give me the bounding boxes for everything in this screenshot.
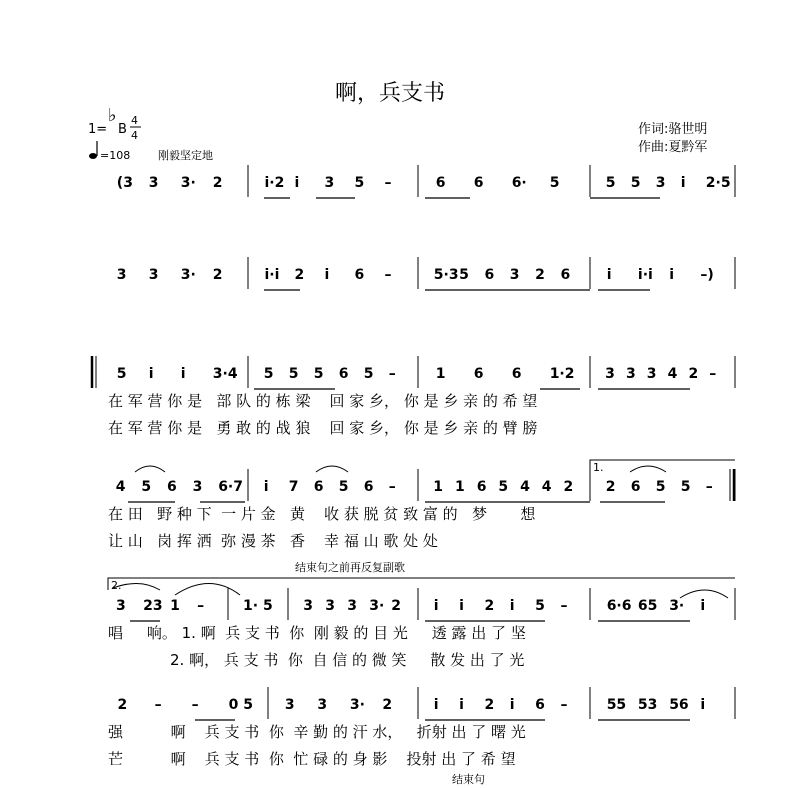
composer-credit: 作曲:夏黔军 — [638, 140, 708, 155]
note: 6 — [511, 366, 522, 382]
note: – — [705, 479, 713, 495]
note: 5 — [549, 175, 560, 191]
note: 1 — [170, 598, 180, 614]
slur — [135, 466, 165, 472]
note: 5 — [354, 175, 365, 191]
note: 53 — [637, 697, 658, 713]
note: 2 — [117, 697, 128, 713]
note: 3·4 — [212, 366, 238, 382]
slur — [316, 466, 348, 472]
note: 5 — [288, 366, 299, 382]
note: 6 — [473, 366, 484, 382]
note: 2 — [484, 598, 495, 614]
volta-number: 2. — [111, 579, 122, 592]
rehearsal-annotation: 结束句之前再反复副歌 — [295, 561, 405, 574]
note: 5 — [605, 175, 616, 191]
note: i — [294, 175, 300, 191]
note: i·i — [264, 267, 280, 283]
note: 3 — [303, 598, 314, 614]
note: 6·7 — [218, 479, 244, 495]
lyric-line: 唱 响。 1. 啊 兵 支 书 你 刚 毅 的 目 光 透 露 出 了 坚 — [108, 624, 526, 642]
quarter-note-icon — [89, 141, 97, 159]
note: – — [388, 479, 396, 495]
note: i — [459, 598, 464, 614]
note: 3 — [192, 479, 203, 495]
note: 5 — [116, 366, 127, 382]
note: 2 — [212, 267, 223, 283]
note: 23 — [143, 598, 163, 614]
song-title: 啊，兵支书 — [335, 81, 446, 106]
slur — [630, 466, 666, 472]
note: – — [388, 366, 396, 382]
note: 3· — [349, 697, 365, 713]
note: 3 — [116, 598, 126, 614]
note: 4 — [115, 479, 126, 495]
note: 5 — [338, 479, 349, 495]
note: 5 — [263, 598, 273, 614]
note: 6 — [338, 366, 349, 382]
tempo-marking: =108 — [100, 149, 131, 162]
note: 6 — [484, 267, 495, 283]
note: 1 — [455, 479, 465, 495]
note: i — [148, 366, 154, 382]
note: 2 — [382, 697, 393, 713]
volta-number: 1. — [593, 461, 604, 474]
note: 6 — [363, 479, 374, 495]
score-row — [108, 460, 735, 550]
note: – — [384, 267, 392, 283]
note: 2 — [391, 598, 402, 614]
note: 3 — [605, 366, 615, 382]
note: 5 — [498, 479, 509, 495]
note: 3 — [646, 366, 657, 382]
lyric-line: 在 军 营 你 是 部 队 的 栋 梁 回 家 乡， 你 是 乡 亲 的 希 望 — [108, 392, 538, 410]
note: i — [263, 479, 269, 495]
score-row — [108, 687, 735, 786]
note: 2·5 — [705, 175, 731, 191]
note: 6 — [473, 175, 484, 191]
note: – — [154, 697, 162, 713]
note: 4 — [667, 366, 678, 382]
note: 3 — [284, 697, 295, 713]
note: 6· — [511, 175, 527, 191]
note: 55 — [606, 697, 627, 713]
note: 6 — [167, 479, 177, 495]
note: 3 — [325, 598, 336, 614]
slur — [680, 590, 728, 598]
note: 5 — [363, 366, 374, 382]
key-prefix: 1= — [88, 122, 108, 137]
note: 5 — [630, 175, 641, 191]
score-row — [108, 560, 735, 669]
note: 2 — [535, 267, 545, 283]
note: 3· — [180, 267, 196, 283]
note: 5 — [141, 479, 152, 495]
note: 6 — [630, 479, 641, 495]
note: – — [384, 175, 392, 191]
note: 5 — [655, 479, 666, 495]
time-signature-bottom: 4 — [131, 129, 138, 142]
note: 3 — [626, 366, 636, 382]
note: 6·6 — [606, 598, 632, 614]
note: 6 — [435, 175, 446, 191]
expression-marking: 刚毅坚定地 — [158, 149, 213, 162]
note: 2 — [294, 267, 305, 283]
note: 7 — [288, 479, 299, 495]
note: 0 5 — [228, 697, 253, 713]
note: 5 — [459, 267, 469, 283]
note: 3 — [347, 598, 358, 614]
lyric-line: 强 啊 兵 支 书 你 辛 勤 的 汗 水， 折射 出 了 曙 光 — [108, 723, 526, 741]
note: 3· — [369, 598, 385, 614]
ending-label: 结束句 — [452, 773, 485, 786]
note: 3· — [180, 175, 196, 191]
note: 4 — [520, 479, 530, 495]
note: 56 — [669, 697, 689, 713]
lyric-line: 在 军 营 你 是 勇 敢 的 战 狼 回 家 乡， 你 是 乡 亲 的 臂 膀 — [108, 419, 538, 437]
flat-sign: ♭ — [108, 105, 117, 126]
note: 2 — [484, 697, 495, 713]
note: i — [669, 267, 675, 283]
slur — [175, 584, 240, 596]
note: –) — [700, 267, 714, 283]
note: i — [680, 175, 686, 191]
note: 6 — [354, 267, 365, 283]
note: – — [197, 598, 205, 614]
lyric-line: 让 山 岗 挥 洒 弥 漫 茶 香 幸 福 山 歌 处 处 — [108, 532, 438, 550]
note: 1·2 — [549, 366, 575, 382]
note: 6 — [560, 267, 571, 283]
note: 65 — [637, 598, 658, 614]
note: 3 — [324, 175, 335, 191]
lyricist-credit: 作词:骆世明 — [638, 122, 708, 137]
note: 2 — [688, 366, 699, 382]
note: – — [709, 366, 717, 382]
note: 3· — [669, 598, 685, 614]
lyric-line: 在 田 野 种 下 一 片 金 黄 收 获 脱 贫 致 富 的 梦 想 — [108, 505, 536, 523]
note: i — [433, 697, 439, 713]
note: 2 — [605, 479, 616, 495]
note: (3 — [116, 175, 133, 191]
note: i — [700, 697, 706, 713]
note: i — [509, 598, 515, 614]
note: 3 — [148, 175, 159, 191]
note: – — [560, 598, 568, 614]
note: 5 — [263, 366, 274, 382]
note: 5 — [680, 479, 691, 495]
time-signature-top: 4 — [131, 114, 138, 127]
note: i — [433, 598, 439, 614]
note: 1 — [435, 366, 446, 382]
note: i — [606, 267, 612, 283]
note: 6 — [535, 697, 545, 713]
note: i — [459, 697, 464, 713]
note: i·2 — [264, 175, 285, 191]
note: 2 — [212, 175, 223, 191]
score-row — [92, 356, 735, 437]
note: 3 — [116, 267, 127, 283]
note: i — [700, 598, 706, 614]
note: i — [324, 267, 330, 283]
score-row — [117, 165, 735, 197]
note: 3 — [509, 267, 520, 283]
note: 2 — [563, 479, 574, 495]
note: 5·3 — [433, 267, 459, 283]
note: 3 — [148, 267, 159, 283]
score-body — [92, 165, 735, 786]
note: 5 — [535, 598, 545, 614]
note: – — [191, 697, 199, 713]
note: 1· — [243, 598, 259, 614]
note: i — [180, 366, 186, 382]
note: 5 — [313, 366, 324, 382]
score-row — [117, 257, 735, 289]
note: – — [560, 697, 568, 713]
note: 3 — [317, 697, 328, 713]
note: 6 — [476, 479, 487, 495]
note: i·i — [637, 267, 653, 283]
lyric-line: 2. 啊， 兵 支 书 你 自 信 的 微 笑 散 发 出 了 光 — [108, 651, 525, 669]
note: 3 — [655, 175, 666, 191]
note: 1 — [433, 479, 444, 495]
lyric-line: 芒 啊 兵 支 书 你 忙 碌 的 身 影 投射 出 了 希 望 — [108, 750, 516, 768]
note: i — [509, 697, 515, 713]
note: 6 — [313, 479, 324, 495]
key-note: B — [118, 122, 127, 137]
note: 4 — [541, 479, 552, 495]
